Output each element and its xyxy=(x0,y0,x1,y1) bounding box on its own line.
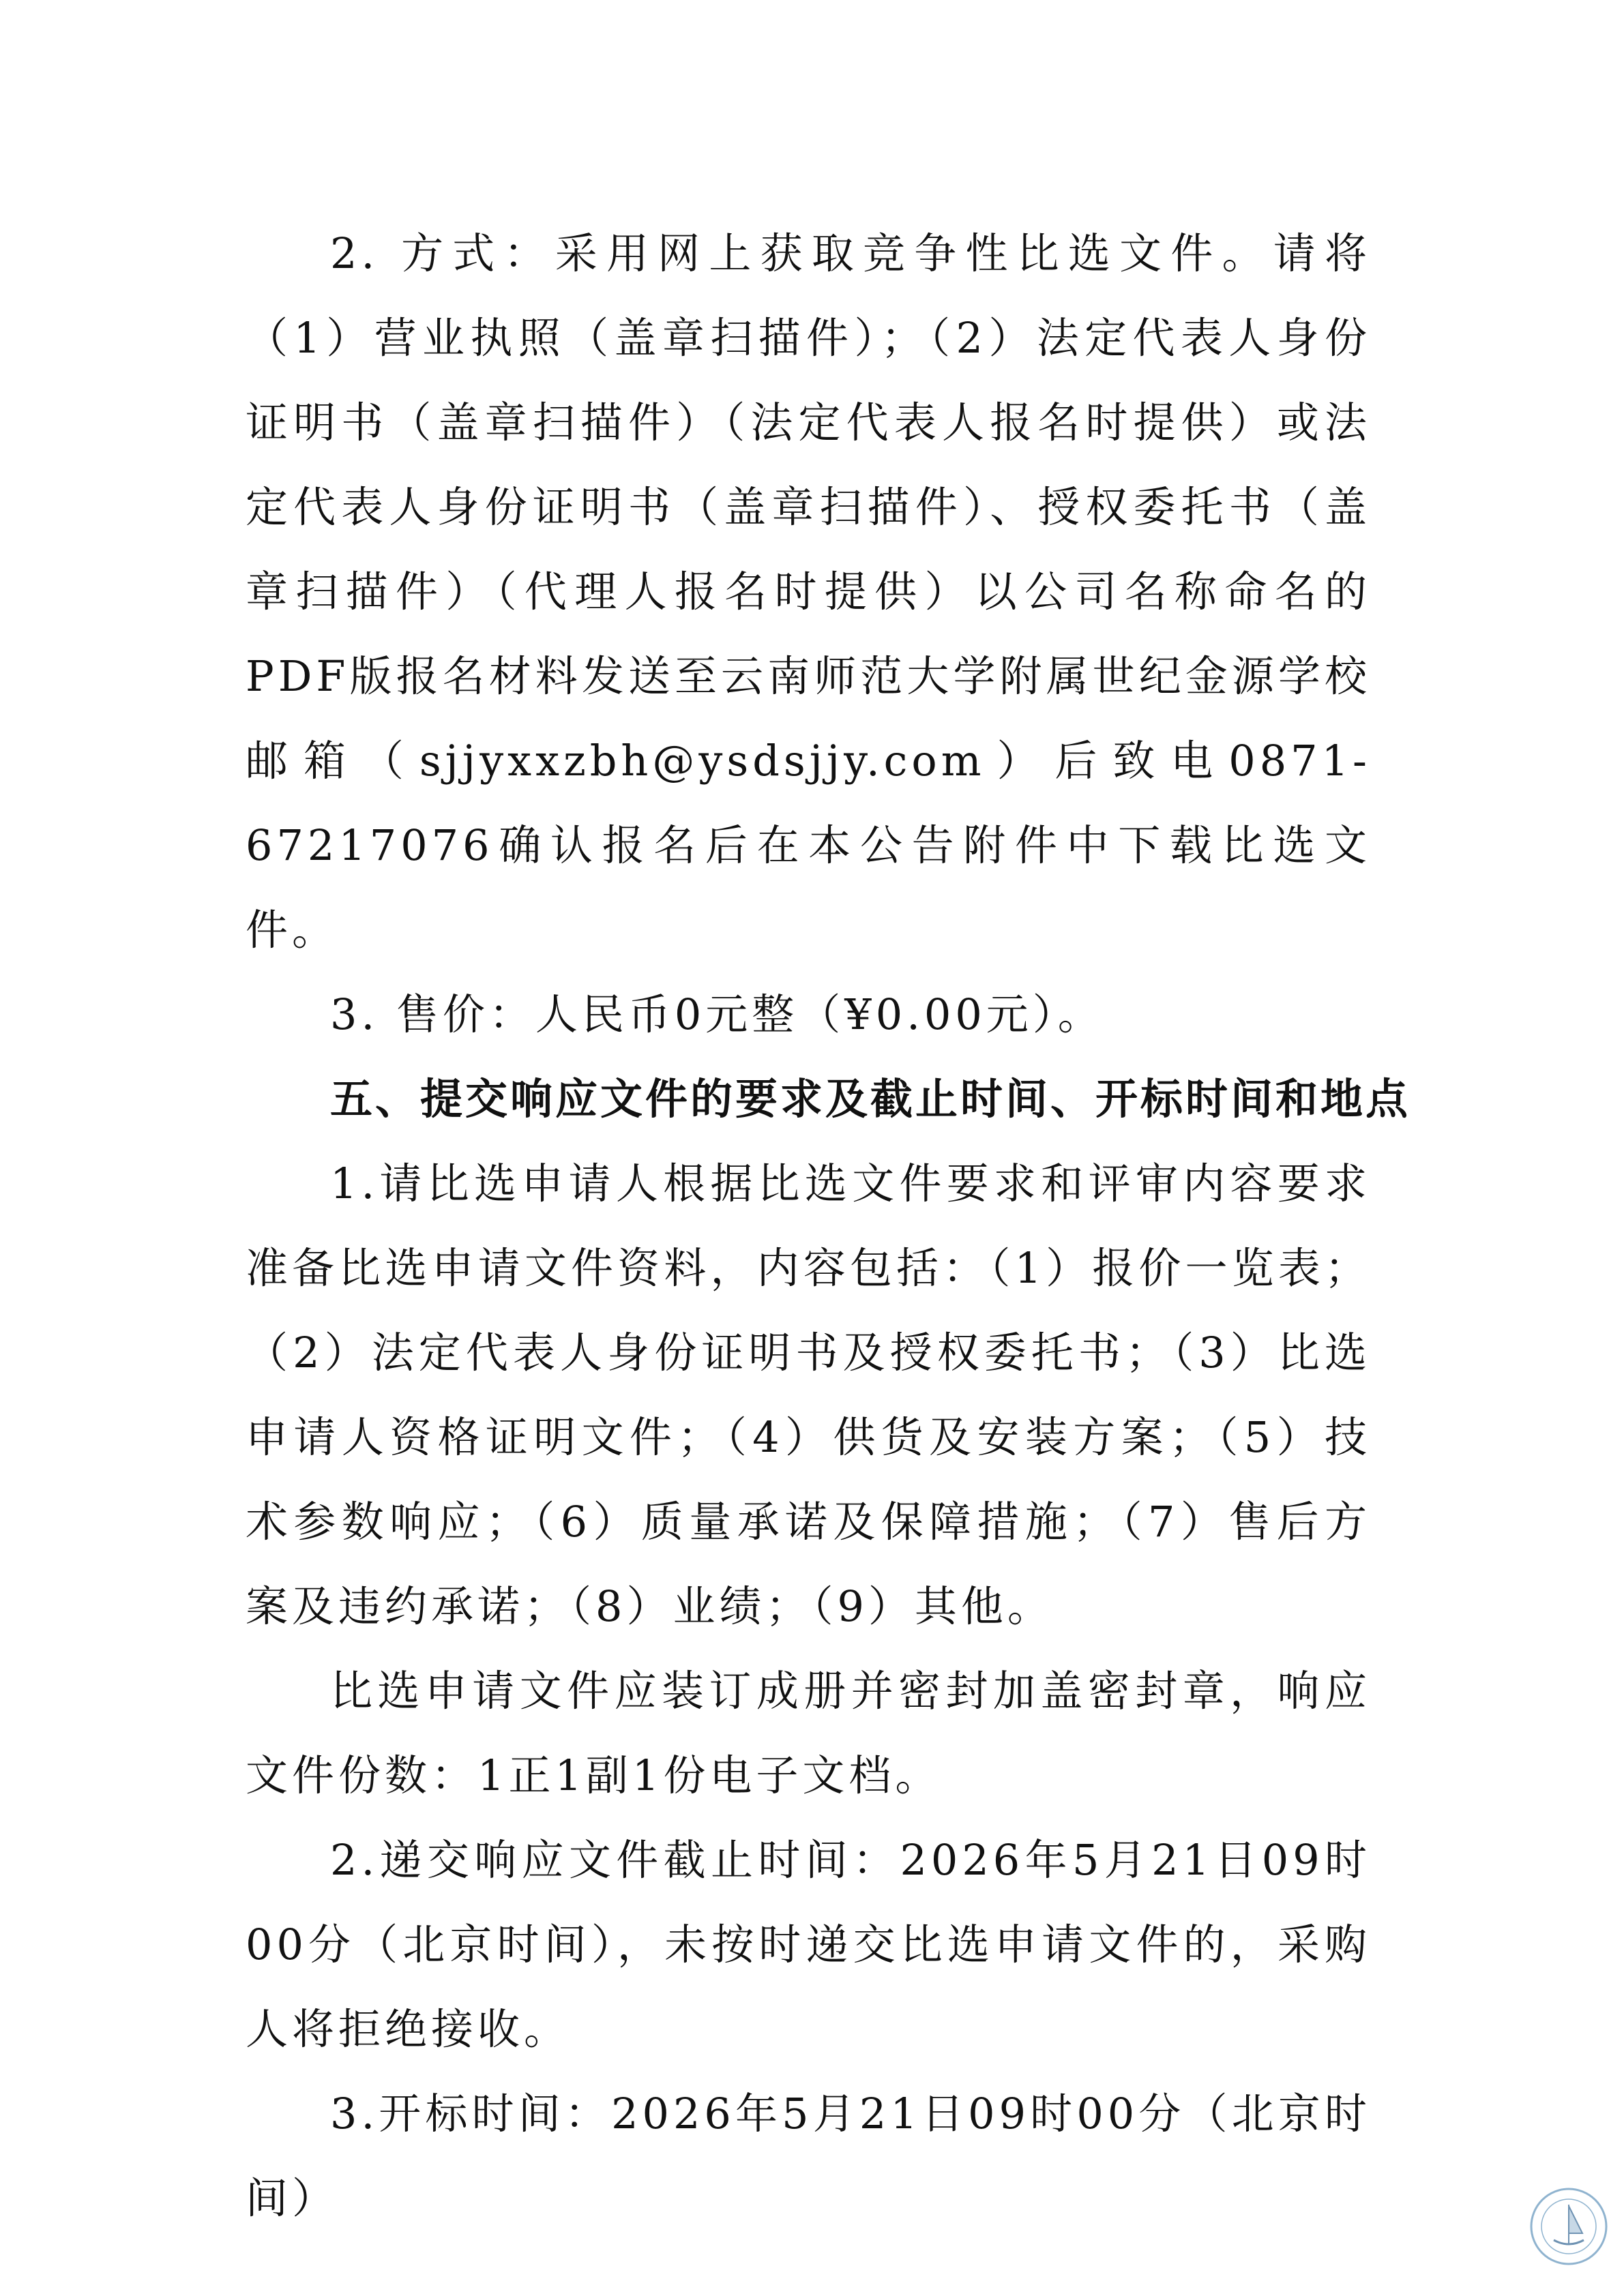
section-heading-five: 五、提交响应文件的要求及截止时间、开标时间和地点 xyxy=(330,1074,1411,1124)
paragraph-document-requirements: 1.请比选申请人根据比选文件要求和评审内容要求准备比选申请文件资料，内容包括：（1）报价一览表；（2）法定代表人身份证明书及授权委托书；（3）比选申请人资格证明文件；（4）供货及安装方案；（5）技术参数响应；（6）质量承诺及保障措施；（7）售后方案及违约承诺；（8）业绩；（9）其他。 xyxy=(246,1159,1371,1631)
document-body xyxy=(246,211,1411,2241)
paragraph-price: 3. 售价：人民币0元整（¥0.00元）。 xyxy=(330,989,1104,1039)
school-seal-icon xyxy=(1528,2186,1610,2267)
paragraph-opening-time: 3.开标时间：2026年5月21日09时00分（北京时间） xyxy=(246,2089,1371,2223)
paragraph-deadline: 2.递交响应文件截止时间：2026年5月21日09时00分（北京时间），未按时递交比选申请文件的，采购人将拒绝接收。 xyxy=(246,1835,1371,2054)
paragraph-registration-method: 2. 方式：采用网上获取竞争性比选文件。请将（1）营业执照（盖章扫描件）；（2）法定代表人身份证明书（盖章扫描件）（法定代表人报名时提供）或法定代表人身份证明书（盖章扫描件）、授权委托书（盖章扫描件）（代理人报名时提供）以公司名称命名的PDF版报名材料发送至云南师范大学附属世纪金源学校邮箱（sjjyxxzbh@ysdsjjy.com）后致电0871-67217076确认报名后在本公告附件中下载比选文件。 xyxy=(246,228,1371,955)
paragraph-binding-copies: 比选申请文件应装订成册并密封加盖密封章，响应文件份数：1正1副1份电子文档。 xyxy=(246,1666,1371,1800)
